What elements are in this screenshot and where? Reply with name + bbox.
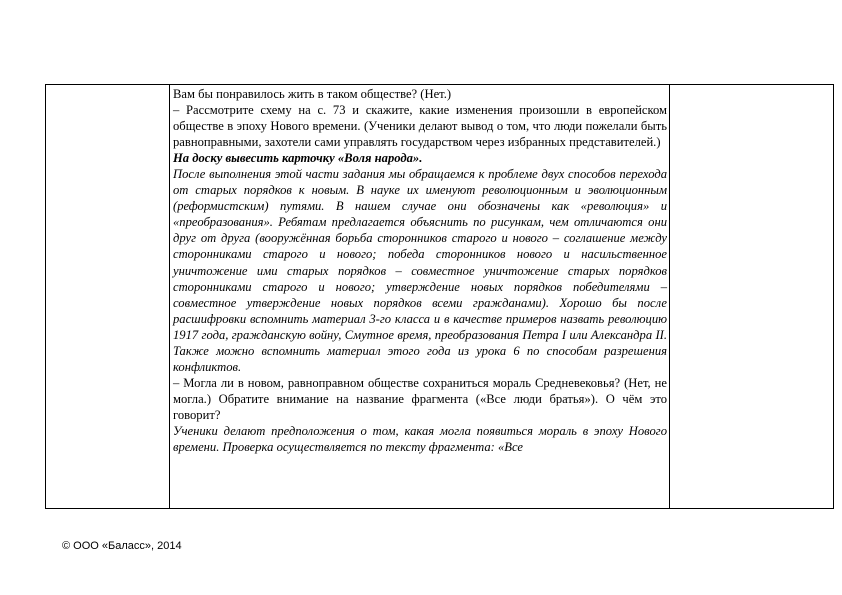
morality-question-paragraph: – Могла ли в новом, равноправном обществе сохраниться мораль Средневековья? (Нет, не могла.) Обратите внимание на название фрагмента («Все люди братья»). О чём это говорит? [173,375,667,422]
question-paragraph: Вам бы понравилось жить в таком обществе? (Нет.) [173,87,452,101]
copyright-footer: © ООО «Баласс», 2014 [62,540,182,552]
table-top-border [45,84,834,85]
table-col-divider-2 [669,84,670,509]
table-right-border [833,84,834,509]
task-paragraph: – Рассмотрите схему на с. 73 и скажите, какие изменения произошли в европейском обществе в эпоху Нового времени. (Ученики делают вывод о том, что люди пожелали быть равноправными, захотели сами управлять государством через избранных представителей.) [173,103,667,150]
students-assumption-paragraph: Ученики делают предположения о том, какая могла появиться мораль в эпоху Нового времени. Проверка осуществляется по тексту фрагмента: «Все [173,423,667,455]
lesson-content-cell [173,86,667,455]
teacher-note-paragraph: После выполнения этой части задания мы обращаемся к проблеме двух способов перехода от старых порядков к новым. В науке их именуют революционным и эволюционным (реформистским) путями. В нашем случае они обозначены как «революция» и «преобразования». Ребятам предлагается объяснить по рисункам, чем отличаются они друг от друга (вооружённая борьба сторонников старого и нового – соглашение между сторонниками старого и нового; победа сторонников нового и насильственное уничтожение ими старых порядков – совместное уничтожение старых порядков сторонниками старого и нового; утверждение новых порядков победителями – совместное утверждение новых порядков всеми гражданами). Хорошо бы после расшифровки вспомнить материал 3-го класса и в качестве примеров назвать революцию 1917 года, гражданскую войну, Смутное время, преобразования Петра I или Александра II. Также можно вспомнить материал этого года из урока 6 по способам разрешения конфликтов. [173,167,667,374]
board-card-instruction: На доску вывесить карточку «Воля народа». [173,151,423,166]
table-col-divider-1 [169,84,170,509]
table-left-border [45,84,46,509]
table-bottom-border [45,508,834,509]
